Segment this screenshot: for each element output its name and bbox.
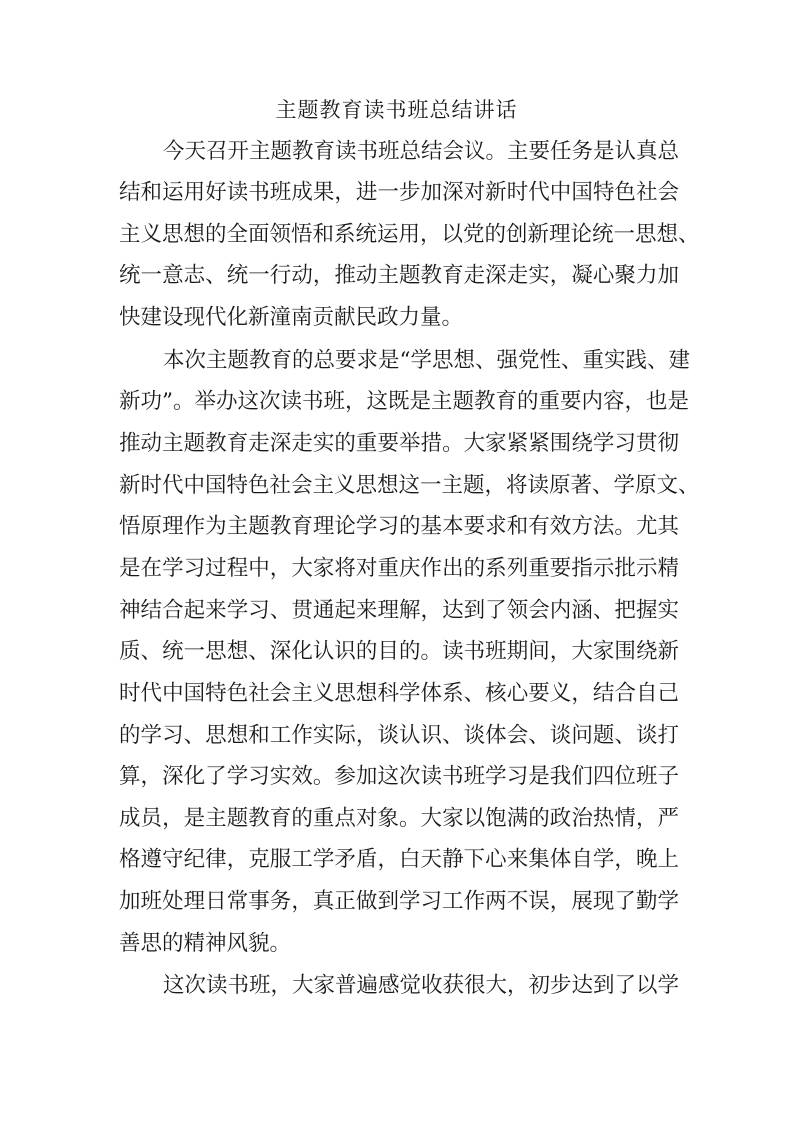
- paragraph-line: 算，深化了学习实效。参加这次读书班学习是我们四位班子: [119, 764, 679, 789]
- paragraph-line: 善思的精神风貌。: [119, 931, 292, 956]
- paragraph-line: 质、统一思想、深化认识的目的。读书班期间，大家围绕新: [119, 639, 679, 664]
- paragraph-line: 的学习、思想和工作实际，谈认识、谈体会、谈问题、谈打: [119, 723, 679, 748]
- paragraph-line: 是在学习过程中，大家将对重庆作出的系列重要指示批示精: [119, 556, 679, 581]
- paragraph-line: 结和运用好读书班成果，进一步加深对新时代中国特色社会: [119, 180, 679, 205]
- document-title: 主题教育读书班总结讲话: [275, 98, 518, 122]
- paragraph-line: 这次读书班，大家普遍感觉收获很大，初步达到了以学: [163, 973, 680, 998]
- paragraph-line: 主义思想的全面领悟和系统运用，以党的创新理论统一思想、: [119, 222, 700, 247]
- paragraph-line: 新功”。举办这次读书班，这既是主题教育的重要内容，也是: [119, 389, 689, 414]
- paragraph-line: 成员，是主题教育的重点对象。大家以饱满的政治热情，严: [119, 806, 679, 831]
- paragraph-line: 本次主题教育的总要求是“学思想、强党性、重实践、建: [163, 348, 690, 373]
- paragraph-line: 快建设现代化新潼南贡献民政力量。: [119, 305, 464, 330]
- paragraph-line: 悟原理作为主题教育理论学习的基本要求和有效方法。尤其: [119, 514, 679, 539]
- paragraph-line: 神结合起来学习、贯通起来理解，达到了领会内涵、把握实: [119, 598, 679, 623]
- paragraph-line: 格遵守纪律，克服工学矛盾，白天静下心来集体自学，晚上: [119, 847, 679, 872]
- paragraph-line: 推动主题教育走深走实的重要举措。大家紧紧围绕学习贯彻: [119, 431, 679, 456]
- paragraph-line: 时代中国特色社会主义思想科学体系、核心要义，结合自己: [119, 681, 679, 706]
- paragraph-line: 加班处理日常事务，真正做到学习工作两不误，展现了勤学: [119, 889, 679, 914]
- paragraph-line: 统一意志、统一行动，推动主题教育走深走实，凝心聚力加: [119, 263, 679, 288]
- paragraph-line: 今天召开主题教育读书班总结会议。主要任务是认真总: [163, 139, 680, 164]
- paragraph-line: 新时代中国特色社会主义思想这一主题，将读原著、学原文、: [119, 473, 700, 498]
